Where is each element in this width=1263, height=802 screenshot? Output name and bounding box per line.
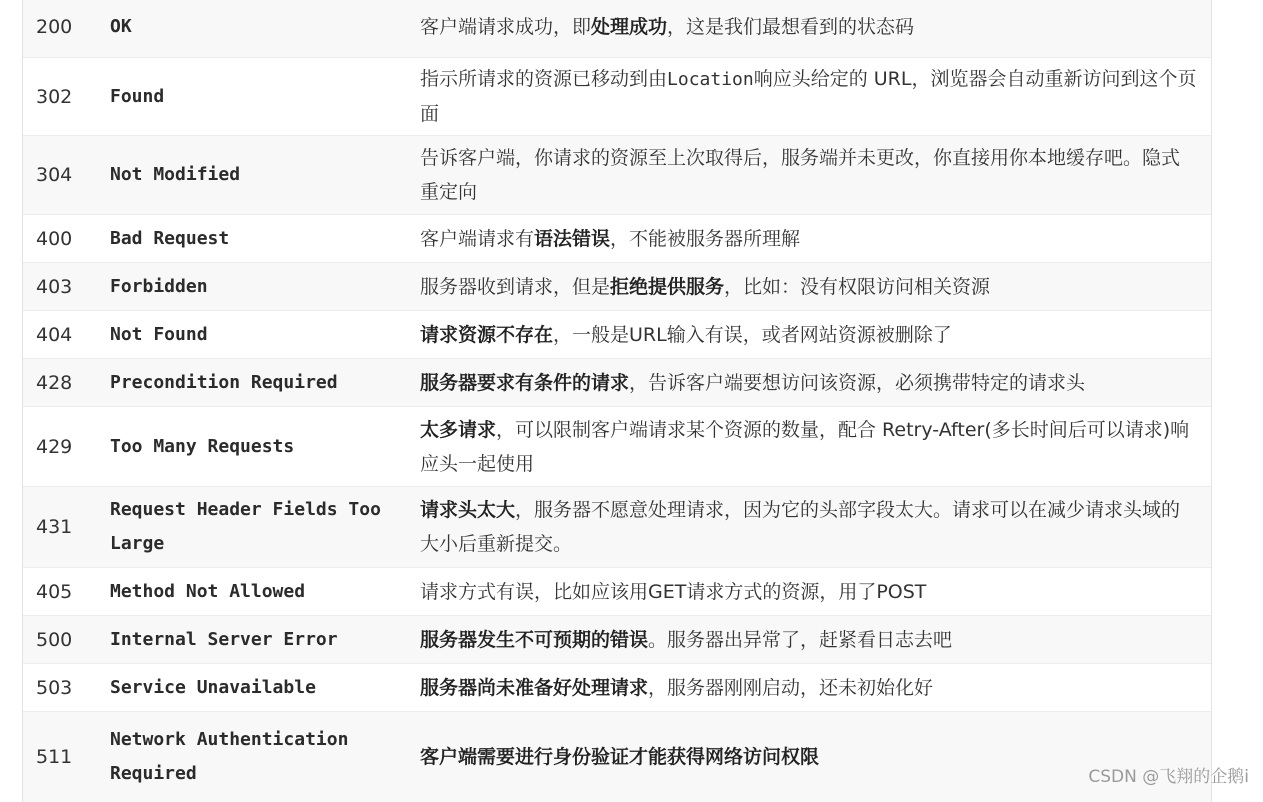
table-row	[23, 262, 1211, 310]
table-row	[23, 711, 1211, 802]
status-code: 429	[36, 435, 73, 458]
status-code: 200	[36, 16, 73, 38]
status-code: 405	[36, 580, 73, 603]
status-code: 403	[36, 275, 73, 298]
desc-text: 请求方式有误，比如应该用GET请求方式的资源，用了POST	[420, 580, 927, 603]
status-name: OK	[110, 16, 132, 37]
desc-text: ，比如：没有权限访问相关资源	[724, 275, 991, 298]
desc-text: 指示所请求的资源已移动到由	[420, 68, 668, 90]
bold-text: 太多请求	[420, 418, 497, 441]
desc-text: ，可以限制客户端请求某个资源的数量，配合 Retry-After(多长时间后可以请求)响应头一起使用	[420, 418, 1190, 475]
status-code-table	[22, 0, 1212, 802]
table-row	[23, 57, 1211, 135]
status-description	[406, 270, 1211, 304]
table-row	[23, 567, 1211, 615]
table-row	[23, 406, 1211, 486]
bold-text: 服务器发生不可预期的错误	[420, 628, 649, 651]
status-name: Service Unavailable	[110, 676, 316, 698]
desc-text: Location	[667, 69, 754, 90]
bold-text: 语法错误	[534, 227, 611, 250]
status-name: Internal Server Error	[110, 628, 338, 650]
desc-text: ，告诉客户端要想访问该资源，必须携带特定的请求头	[629, 371, 1086, 394]
status-code: 304	[36, 164, 73, 186]
status-description	[406, 10, 1211, 44]
bold-text: 请求资源不存在	[420, 323, 554, 346]
bold-text: 客户端需要进行身份验证才能获得网络访问权限	[420, 746, 820, 768]
desc-text: 客户端请求成功，即	[420, 16, 592, 38]
status-code: 511	[36, 746, 73, 768]
bold-text: 拒绝提供服务	[610, 275, 725, 298]
status-description	[406, 493, 1211, 561]
watermark: CSDN @飞翔的企鹅i	[1088, 767, 1249, 787]
table-row	[23, 310, 1211, 358]
status-description	[406, 141, 1211, 209]
desc-text: ，这是我们最想看到的状态码	[667, 16, 915, 38]
status-name: Precondition Required	[110, 371, 338, 393]
desc-text: 。服务器出异常了，赶紧看日志去吧	[648, 628, 953, 651]
table-row	[23, 0, 1211, 57]
status-description	[406, 623, 1211, 657]
status-description	[406, 62, 1211, 131]
status-description	[406, 575, 1211, 609]
desc-text: ，服务器不愿意处理请求，因为它的头部字段太大。请求可以在减少请求头域的大小后重新提交。	[420, 499, 1181, 555]
desc-text: ，不能被服务器所理解	[610, 227, 801, 250]
desc-text: ，一般是URL输入有误，或者网站资源被删除了	[553, 323, 952, 346]
status-code: 500	[36, 628, 73, 651]
table-row	[23, 214, 1211, 262]
bold-text: 处理成功	[591, 16, 668, 38]
status-name: Not Modified	[110, 164, 241, 185]
bold-text: 服务器尚未准备好处理请求	[420, 676, 649, 699]
status-code: 431	[36, 516, 73, 538]
status-description	[406, 366, 1211, 400]
status-description	[406, 413, 1211, 481]
status-name: Not Found	[110, 323, 208, 345]
table-row	[23, 486, 1211, 567]
status-code: 404	[36, 323, 73, 346]
status-name: Method Not Allowed	[110, 580, 306, 602]
status-name: Forbidden	[110, 275, 208, 297]
status-name: Network Authentication Required	[110, 729, 349, 784]
desc-text: 客户端请求有	[420, 227, 535, 250]
status-name: Too Many Requests	[110, 435, 295, 457]
status-description	[406, 318, 1211, 352]
table-row	[23, 615, 1211, 663]
bold-text: 服务器要求有条件的请求	[420, 371, 630, 394]
status-name: Request Header Fields Too Large	[110, 499, 381, 554]
status-code: 400	[36, 227, 73, 250]
desc-text: 告诉客户端，你请求的资源至上次取得后，服务端并未更改，你直接用你本地缓存吧。隐式重定向	[420, 147, 1181, 203]
desc-text: 服务器收到请求，但是	[420, 275, 611, 298]
status-code: 428	[36, 371, 73, 394]
status-description	[406, 222, 1211, 256]
status-code: 302	[36, 85, 73, 108]
table-row	[23, 663, 1211, 711]
status-name: Found	[110, 85, 165, 107]
status-code: 503	[36, 676, 73, 699]
bold-text: 请求头太大	[420, 499, 516, 521]
status-name: Bad Request	[110, 227, 230, 249]
table-row	[23, 135, 1211, 214]
status-description	[406, 671, 1211, 705]
desc-text: 响应头给定的 URL，浏览器会自动重新访问到这个页面	[420, 68, 1197, 125]
table-row	[23, 358, 1211, 406]
desc-text: ，服务器刚刚启动，还未初始化好	[648, 676, 934, 699]
